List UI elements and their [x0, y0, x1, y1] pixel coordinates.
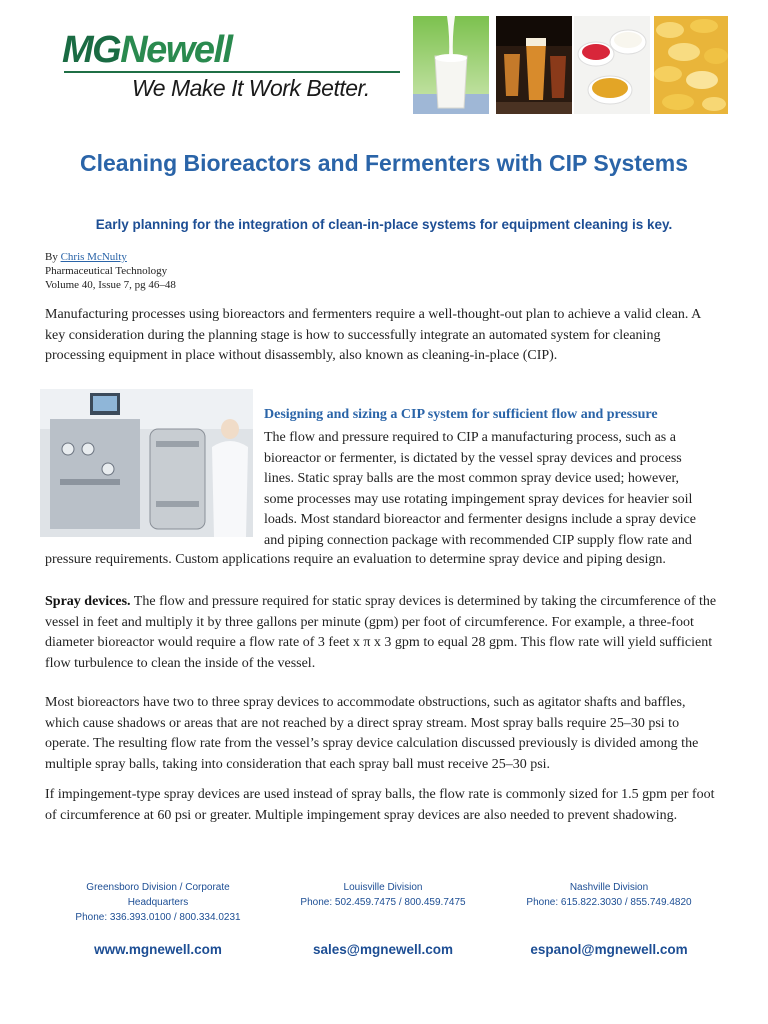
byline-issue: Volume 40, Issue 7, pg 46–48: [45, 279, 176, 291]
design-paragraph-end: pressure requirements. Custom applications require an evaluation to determine spray device and piping design.: [45, 552, 666, 567]
design-line: loads. Most standard bioreactor and fermenter designs include a spray device: [264, 512, 696, 527]
spray-devices-text: The flow and pressure required for static spray devices is determined by taking the circumference of the vessel in feet and multiply it by three gallons per minute (gpm) per foot of circumference. For example, a three-foot diameter bioreactor would require a flow rate of 3 feet x π x 3 gpm to equal 28 gpm. This flow rate will yield sufficient flow turbulence to clean the inside of the vessel.: [45, 594, 717, 671]
logo-newell: Newell: [120, 29, 232, 71]
division-phone: Phone: 336.393.0100 / 800.334.0231: [75, 912, 241, 923]
louisville-division-contact: [268, 880, 498, 910]
milk-glass-photo: [413, 16, 489, 114]
article-title: Cleaning Bioreactors and Fermenters with CIP Systems: [80, 150, 688, 176]
byline-publication: Pharmaceutical Technology: [45, 265, 168, 277]
division-phone: Phone: 615.822.3030 / 855.749.4820: [526, 897, 692, 908]
intro-paragraph: Manufacturing processes using bioreactors and fermenters require a well-thought-out plan to achieve a valid clean. A key consideration during the planning stage is how to successfully integrate an automated system for cleaning processing equipment in place without disassembly, also known as cleaning-in-place (CIP).: [45, 307, 701, 363]
design-paragraph: [264, 428, 724, 551]
sales-email-link[interactable]: sales@mgnewell.com: [313, 942, 453, 957]
design-section-heading: Designing and sizing a CIP system for sufficient flow and pressure: [264, 407, 658, 422]
website-link[interactable]: www.mgnewell.com: [94, 942, 222, 957]
bioreactor-lab-photo: [40, 389, 253, 537]
spray-devices-paragraph: [45, 592, 723, 674]
article-subtitle: Early planning for the integration of clean-in-place systems for equipment cleaning is key.: [95, 217, 673, 232]
author-link[interactable]: Chris McNulty: [60, 251, 127, 263]
espanol-email-link[interactable]: espanol@mgnewell.com: [530, 942, 688, 957]
division-name: Nashville Division: [569, 882, 649, 893]
logo-mg: MG: [62, 29, 121, 71]
softgel-capsules-photo: [654, 16, 728, 114]
division-name: Greensboro Division / Corporate: [86, 882, 230, 893]
byline-author-line: [45, 250, 176, 264]
byline-by: By: [45, 251, 58, 263]
logo-tagline: We Make It Work Better.: [132, 75, 370, 101]
nashville-division-contact: [494, 880, 724, 910]
design-line: some processes may use rotating impingement spray devices for heavier soil: [264, 491, 693, 507]
impingement-paragraph: If impingement-type spray devices are used instead of spray balls, the flow rate is commonly sized for 1.5 gpm per foot of circumference at 60 psi or greater. Multiple impingement spray devices are also needed to prevent shadowing.: [45, 787, 715, 823]
division-name-cont: Headquarters: [127, 897, 189, 908]
division-name: Louisville Division: [343, 882, 423, 893]
design-line: bioreactor or fermenter, is dictated by the vessel spray devices and process: [264, 450, 682, 466]
sauce-bowls-photo: [574, 16, 650, 114]
byline: [45, 250, 176, 292]
design-line: The flow and pressure required to CIP a manufacturing process, such as a: [264, 430, 676, 445]
logo-wordmark: [62, 30, 302, 70]
beer-glasses-photo: [496, 16, 572, 114]
company-logo: [62, 30, 402, 102]
multiple-spray-paragraph: Most bioreactors have two to three spray devices to accommodate obstructions, such as agitator shafts and baffles, which cause shadows or areas that are not reached by a direct spray stream. Most spray balls require 25–30 psi to operate. The resulting flow rate from the vessel’s spray device calculation discussed previously is divided among the multiple spray balls, taking into consideration that each spray ball must receive 25–30 psi.: [45, 695, 699, 772]
design-line: and piping connection package with recommended CIP supply flow rate and: [264, 532, 692, 548]
greensboro-division-contact: [43, 880, 273, 925]
spray-devices-heading: Spray devices.: [45, 594, 131, 609]
logo-underline: [64, 71, 400, 73]
division-phone: Phone: 502.459.7475 / 800.459.7475: [300, 897, 466, 908]
design-line: lines. Static spray balls are the most common spray device used; however,: [264, 471, 680, 486]
